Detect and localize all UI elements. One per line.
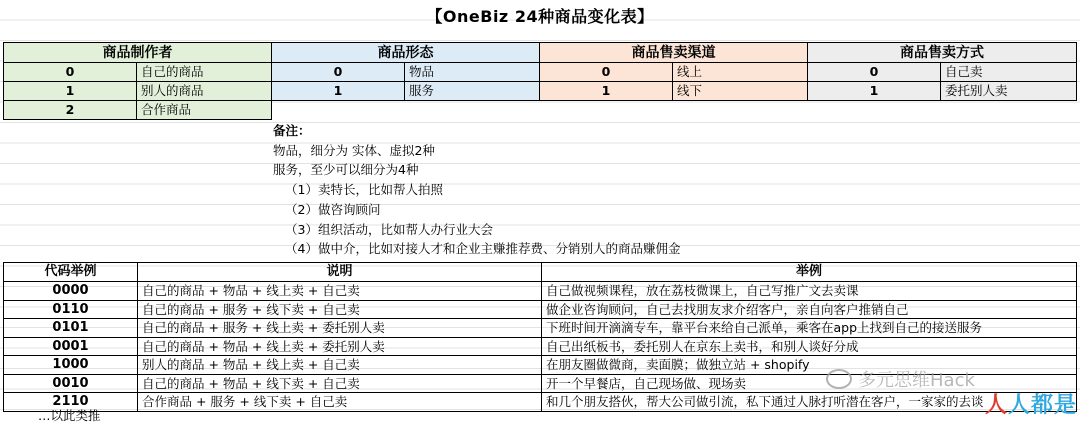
table-row [4, 337, 1077, 356]
channel-code: 1 [540, 82, 673, 101]
row-description: 合作商品 + 服务 + 线下卖 + 自己卖 [138, 393, 542, 412]
row-description: 自己的商品 + 服务 + 线上卖 + 委托别人卖 [138, 319, 542, 338]
dimension-table [3, 42, 1077, 120]
row-example: 下班时间开滴滴专车，靠平台来给自己派单，乘客在app上找到自己的接送服务 [542, 319, 1077, 338]
maker-label: 合作商品 [137, 101, 272, 120]
dimension-header-row [4, 43, 1077, 63]
form-label: 物品 [405, 63, 540, 82]
row-example: 做企业咨询顾问，自己去找朋友求介绍客户，亲自向客户推销自己 [542, 300, 1077, 319]
maker-code: 2 [4, 101, 137, 120]
method-code: 1 [808, 82, 941, 101]
row-description: 自己的商品 + 服务 + 线下卖 + 自己卖 [138, 300, 542, 319]
logo-part-a: 人 [985, 393, 1009, 418]
note-line: （2）做咨询顾问 [285, 201, 381, 217]
maker-code: 0 [4, 63, 137, 82]
row-code: 0010 [4, 374, 138, 393]
header-channel: 商品售卖渠道 [540, 43, 808, 63]
row-code: 0000 [4, 282, 138, 301]
row-code: 0101 [4, 319, 138, 338]
note-line: 服务，至少可以细分为4种 [273, 162, 419, 178]
maker-code: 1 [4, 82, 137, 101]
channel-label: 线上 [673, 63, 808, 82]
table-row [4, 300, 1077, 319]
notes-title: 备注： [273, 123, 311, 138]
header-maker: 商品制作者 [4, 43, 272, 63]
row-code: 0110 [4, 300, 138, 319]
site-logo [985, 388, 1077, 419]
watermark-text: 多元思维Hack [858, 370, 975, 391]
logo-part-b: 人都是 [1008, 393, 1078, 418]
note-line: （4）做中介，比如对接人才和企业主赚推荐费、分销别人的商品赚佣金 [285, 241, 681, 257]
maker-label: 自己的商品 [137, 63, 272, 82]
row-description: 自己的商品 + 物品 + 线上卖 + 委托别人卖 [138, 337, 542, 356]
header-method: 商品售卖方式 [808, 43, 1077, 63]
row-code: 2110 [4, 393, 138, 412]
row-code: 0001 [4, 337, 138, 356]
header-code: 代码举例 [4, 263, 138, 282]
dimension-row-2 [4, 101, 1077, 120]
note-line: （1）卖特长，比如帮人拍照 [285, 182, 443, 198]
page-title: 【OneBiz 24种商品变化表】 [426, 7, 654, 26]
method-label: 自己卖 [941, 63, 1077, 82]
note-line: （3）组织活动，比如帮人办行业大会 [285, 221, 493, 237]
note-line: 物品，细分为 实体、虚拟2种 [273, 142, 435, 158]
method-label: 委托别人卖 [941, 82, 1077, 101]
table-footer-note: …以此类推 [38, 408, 101, 423]
table-row [4, 393, 1077, 412]
empty-cell [272, 101, 1077, 120]
header-form: 商品形态 [272, 43, 540, 63]
row-example: 开一个早餐店，自己现场做、现场卖 [542, 374, 1077, 393]
dimension-row-0 [4, 63, 1077, 82]
table-row [4, 319, 1077, 338]
row-description: 自己的商品 + 物品 + 线上卖 + 自己卖 [138, 282, 542, 301]
watermark [826, 366, 975, 392]
row-example: 自己做视频课程，放在荔枝微课上，自己写推广文去卖课 [542, 282, 1077, 301]
table-row [4, 282, 1077, 301]
row-example: 在朋友圈做微商，卖面膜；做独立站 + shopify [542, 356, 1077, 375]
form-label: 服务 [405, 82, 540, 101]
row-description: 自己的商品 + 物品 + 线下卖 + 自己卖 [138, 374, 542, 393]
channel-code: 0 [540, 63, 673, 82]
channel-label: 线下 [673, 82, 808, 101]
notes-block [273, 121, 680, 259]
method-code: 0 [808, 63, 941, 82]
maker-label: 别人的商品 [137, 82, 272, 101]
row-code: 1000 [4, 356, 138, 375]
form-code: 1 [272, 82, 405, 101]
dimension-row-1 [4, 82, 1077, 101]
row-description: 别人的商品 + 物品 + 线上卖 + 自己卖 [138, 356, 542, 375]
header-description: 说明 [138, 263, 542, 282]
examples-header-row [4, 263, 1077, 282]
row-example: 自己出纸板书，委托别人在京东上卖书，和别人谈好分成 [542, 337, 1077, 356]
row-example: 和几个朋友搭伙，帮大公司做引流，私下通过人脉打听潜在客户，一家家的去谈 [542, 393, 1077, 412]
form-code: 0 [272, 63, 405, 82]
header-example: 举例 [542, 263, 1077, 282]
wechat-icon [826, 369, 852, 389]
